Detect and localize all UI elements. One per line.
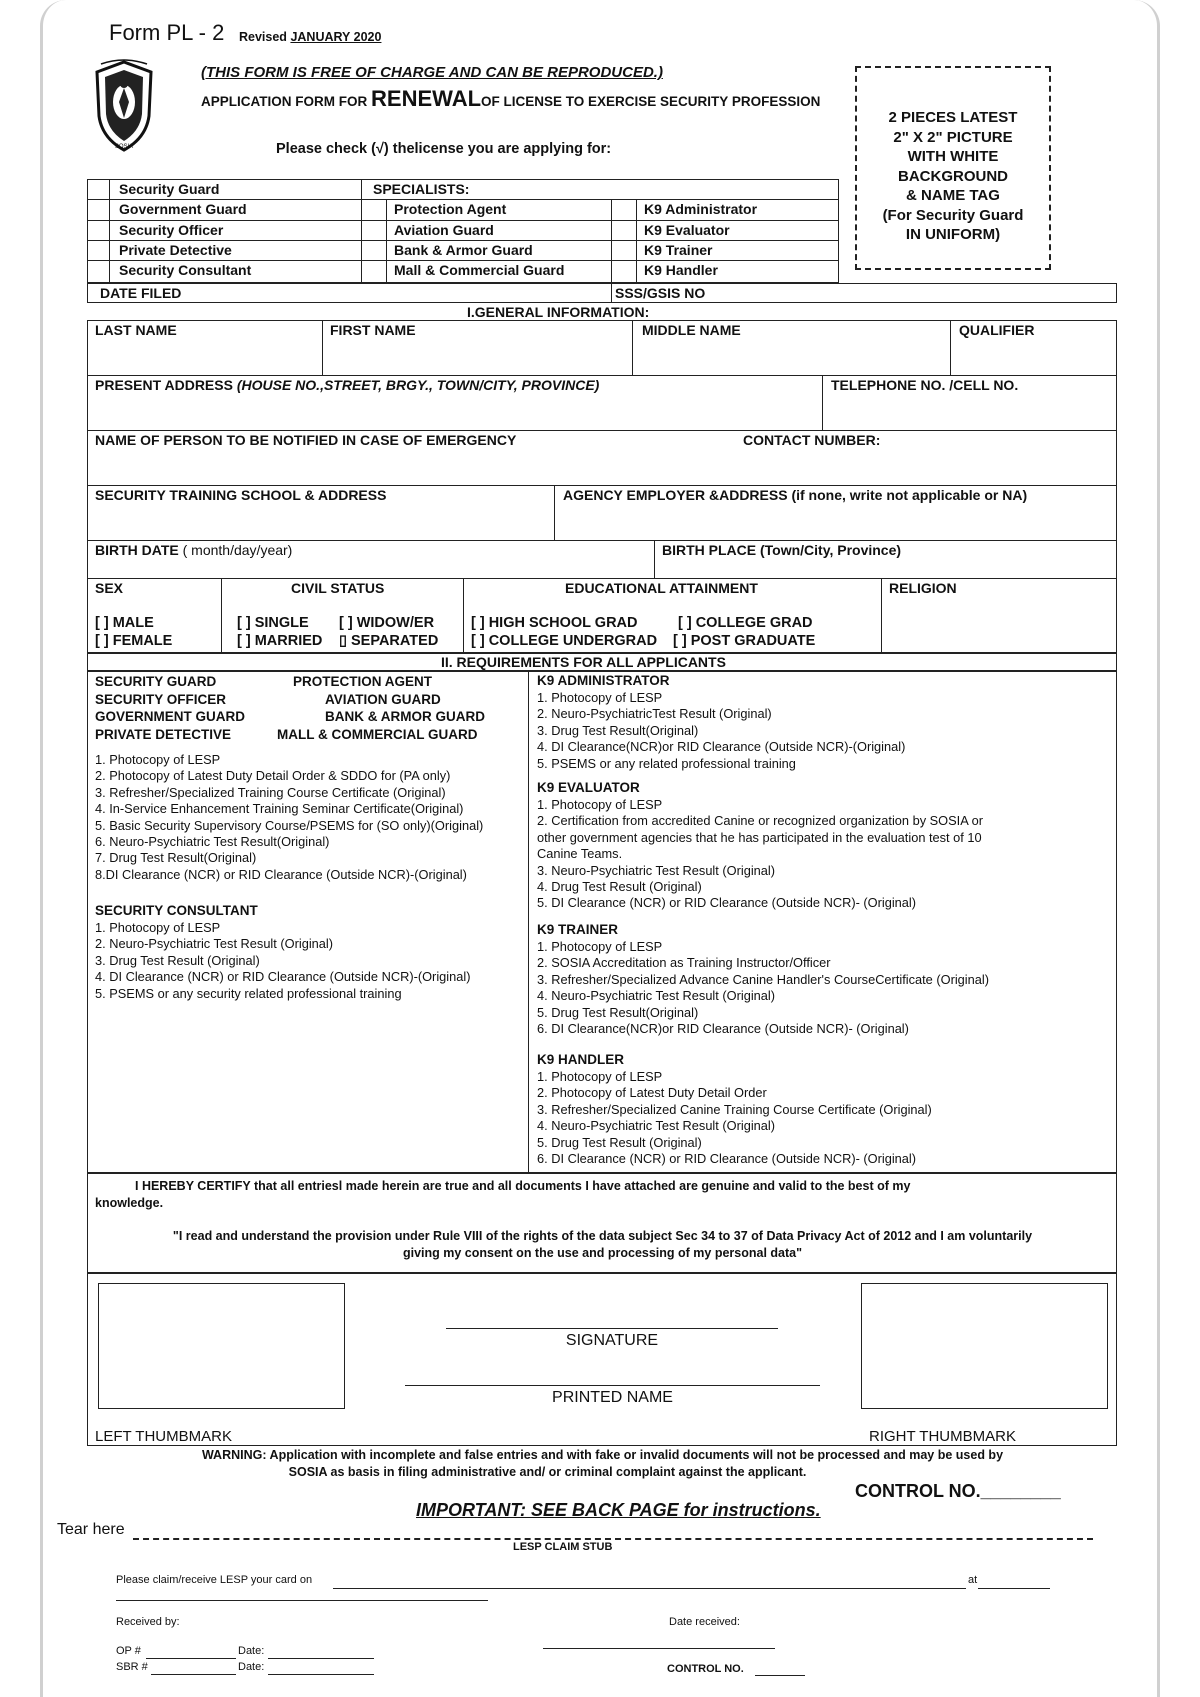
checkbox-government-guard[interactable]: Government Guard <box>119 201 247 217</box>
k9-admin-title: K9 ADMINISTRATOR <box>537 673 670 688</box>
checkbox-security-guard[interactable]: Security Guard <box>119 181 220 197</box>
birth-place-field[interactable]: BIRTH PLACE (Town/City, Province) <box>662 542 902 558</box>
warning-notice: WARNING: Application with incomplete and false entries and with fake or invalid documents will not be processed and may be used by SOSIA as basis in filing administrative and/ or criminal complaint against the applicant. <box>201 1448 1004 1479</box>
present-address-field[interactable]: PRESENT ADDRESS (HOUSE NO.,STREET, BRGY., TOWN/CITY, PROVINCE) <box>95 377 600 393</box>
general-requirements-list: 1. Photocopy of LESP 2. Photocopy of Latest Duty Detail Order & SDDO for (PA only) 3. Refresher/Specialized Training Course Certificate (Original) 4. In-Service Enhancement Training Seminar Certificate(Original) 5. Basic Security Supervisory Course/PSEMS for (SO only)(Original) 6. Neuro-Psychiatric Test Result(Original) 7. Drug Test Result(Original) 8.DI Clearance (NCR) or RID Clearance (Outside NCR)-(Original) <box>95 752 484 882</box>
checkbox-k9-evaluator[interactable]: K9 Evaluator <box>644 222 730 238</box>
op-number-line <box>146 1658 236 1659</box>
checkbox-k9-trainer[interactable]: K9 Trainer <box>644 242 713 258</box>
revised-label: Revised JANUARY 2020 <box>239 30 382 44</box>
consultant-requirements-list: 1. Photocopy of LESP 2. Neuro-Psychiatric Test Result (Original) 3. Drug Test Result (Original) 4. DI Clearance (NCR) or RID Clearance (Outside NCR)-(Original) 5. PSEMS or any security related professional training <box>95 920 471 1001</box>
sosia-seal-icon <box>91 58 157 154</box>
sex-label: SEX <box>95 580 124 596</box>
religion-label: RELIGION <box>889 580 957 596</box>
op-date-line <box>268 1658 374 1659</box>
specialists-header: SPECIALISTS: <box>373 181 470 197</box>
checkbox-post-graduate[interactable]: [ ] POST GRADUATE <box>673 633 816 649</box>
requirements-left-headers: SECURITY GUARD PROTECTION AGENT SECURITY OFFICER AVIATION GUARD GOVERNMENT GUARD BANK & ARMOR GUARD PRIVATE DETECTIVE MALL & COMMERCIAL GUARD <box>95 674 485 742</box>
k9-trainer-list: 1. Photocopy of LESP 2. SOSIA Accreditation as Training Instructor/Officer 3. Refresher/Specialized Advance Canine Handler's CourseCertificate (Original) 4. Neuro-Psychiatric Test Result (Original) 5. Drug Test Result(Original) 6. DI Clearance(NCR)or RID Clearance (Outside NCR)- (Original) <box>537 939 989 1037</box>
claim-at-label: at <box>968 1574 978 1586</box>
claim-stub-title: LESP CLAIM STUB <box>513 1541 613 1553</box>
sbr-date-line <box>268 1674 374 1675</box>
checkbox-married[interactable]: [ ] MARRIED <box>237 633 323 649</box>
form-page <box>40 0 1160 1697</box>
checkbox-college-grad[interactable]: [ ] COLLEGE GRAD <box>678 615 813 631</box>
training-school-field[interactable]: SECURITY TRAINING SCHOOL & ADDRESS <box>95 487 387 503</box>
control-number[interactable]: CONTROL NO.________ <box>855 1481 1061 1501</box>
civil-status-label: CIVIL STATUS <box>291 580 385 596</box>
sbr-number-line <box>151 1674 236 1675</box>
middle-name-field[interactable]: MIDDLE NAME <box>642 322 741 338</box>
k9-evaluator-title: K9 EVALUATOR <box>537 780 640 795</box>
checkbox-bank-armor-guard[interactable]: Bank & Armor Guard <box>394 242 533 258</box>
birth-date-field[interactable]: BIRTH DATE ( month/day/year) <box>95 542 293 558</box>
stub-control-line <box>755 1675 805 1676</box>
check-instruction: Please check (√) thelicense you are applying for: <box>276 141 612 157</box>
photo-box <box>855 66 1051 270</box>
checkbox-college-undergrad[interactable]: [ ] COLLEGE UNDERGRAD <box>471 633 658 649</box>
printed-name-line[interactable] <box>405 1385 820 1386</box>
checkbox-aviation-guard[interactable]: Aviation Guard <box>394 222 494 238</box>
checkbox-k9-administrator[interactable]: K9 Administrator <box>644 201 758 217</box>
tear-here-label: Tear here <box>57 1521 125 1538</box>
checkbox-female[interactable]: [ ] FEMALE <box>95 633 173 649</box>
claim-instruction: Please claim/receive LESP your card on <box>116 1574 313 1586</box>
checkbox-high-school-grad[interactable]: [ ] HIGH SCHOOL GRAD <box>471 615 638 631</box>
form-number: Form PL - 2 <box>109 20 225 45</box>
general-info-title: I.GENERAL INFORMATION: <box>467 304 650 320</box>
claim-extra-line[interactable] <box>116 1600 488 1601</box>
signature-line[interactable] <box>446 1328 778 1329</box>
checkbox-single[interactable]: [ ] SINGLE <box>237 615 309 631</box>
signature-label: SIGNATURE <box>565 1332 659 1349</box>
first-name-field[interactable]: FIRST NAME <box>330 322 416 338</box>
op-number-field[interactable]: OP # <box>116 1645 141 1657</box>
claim-location-line[interactable] <box>978 1588 1050 1589</box>
checkbox-security-consultant[interactable]: Security Consultant <box>119 262 252 278</box>
left-thumbmark-box[interactable] <box>98 1283 345 1409</box>
checkbox-private-detective[interactable]: Private Detective <box>119 242 232 258</box>
op-date-field[interactable]: Date: <box>238 1645 265 1657</box>
privacy-consent: "I read and understand the provision under Rule VIII of the rights of the data subject Sec 34 to 37 of Data Privacy Act of 2012 and I am voluntarily giving my consent on the use and processing of my personal data" <box>172 1229 1033 1260</box>
checkbox-protection-agent[interactable]: Protection Agent <box>394 201 507 217</box>
checkbox-k9-handler[interactable]: K9 Handler <box>644 262 718 278</box>
checkbox-separated[interactable]: ▯ SEPARATED <box>339 633 439 649</box>
date-received-label: Date received: <box>669 1616 740 1628</box>
k9-trainer-title: K9 TRAINER <box>537 922 619 937</box>
free-notice: (THIS FORM IS FREE OF CHARGE AND CAN BE REPRODUCED.) <box>201 64 663 81</box>
received-by-label: Received by: <box>116 1616 180 1628</box>
consultant-title: SECURITY CONSULTANT <box>95 903 258 918</box>
k9-handler-list: 1. Photocopy of LESP 2. Photocopy of Latest Duty Detail Order 3. Refresher/Specialized Canine Training Course Certificate (Original) 4. Neuro-Psychiatric Test Result (Original) 5. Drug Test Result (Original) 6. DI Clearance (NCR) or RID Clearance (Outside NCR)- (Original) <box>537 1069 932 1167</box>
certification-statement: I HEREBY CERTIFY that all entriesl made herein are true and all documents I have attached are genuine and valid to the best of my knowledge. <box>95 1179 911 1210</box>
checkbox-security-officer[interactable]: Security Officer <box>119 222 224 238</box>
sbr-date-field[interactable]: Date: <box>238 1661 265 1673</box>
sbr-number-field[interactable]: SBR # <box>116 1661 148 1673</box>
sss-gsis-label: SSS/GSIS NO <box>615 285 706 301</box>
requirements-title: II. REQUIREMENTS FOR ALL APPLICANTS <box>441 654 726 670</box>
left-thumbmark-label: LEFT THUMBMARK <box>95 1428 232 1445</box>
stub-control-number[interactable]: CONTROL NO. <box>667 1663 744 1675</box>
received-signature-line[interactable] <box>543 1648 775 1649</box>
claim-date-line[interactable] <box>333 1588 966 1589</box>
k9-evaluator-list: 1. Photocopy of LESP 2. Certification from accredited Canine or recognized organization by SOSIA or other government agencies that he has participated in the evaluation test of 10 Canine Teams. 3. Neuro-Psychiatric Test Result (Original) 4. Drug Test Result (Original) 5. DI Clearance (NCR) or RID Clearance (Outside NCR)- (Original) <box>537 797 983 911</box>
svg-text:SOSIA: SOSIA <box>114 144 134 150</box>
checkbox-male[interactable]: [ ] MALE <box>95 615 154 631</box>
education-label: EDUCATIONAL ATTAINMENT <box>565 580 758 596</box>
printed-name-label: PRINTED NAME <box>552 1389 673 1406</box>
form-title: APPLICATION FORM FOR RENEWALOF LICENSE TO EXERCISE SECURITY PROFESSION <box>201 86 821 111</box>
important-note: IMPORTANT: SEE BACK PAGE for instructions. <box>416 1500 821 1520</box>
date-filed-row <box>87 283 1117 303</box>
contact-number-field[interactable]: CONTACT NUMBER: <box>743 432 881 448</box>
checkbox-widower[interactable]: [ ] WIDOW/ER <box>339 615 435 631</box>
telephone-field[interactable]: TELEPHONE NO. /CELL NO. <box>831 377 1019 393</box>
checkbox-mall-commercial-guard[interactable]: Mall & Commercial Guard <box>394 262 565 278</box>
right-thumbmark-label: RIGHT THUMBMARK <box>869 1428 1016 1445</box>
photo-instructions: 2 PIECES LATEST 2" X 2" PICTURE WITH WHITE BACKGROUND & NAME TAG (For Security Guard IN UNIFORM) <box>882 109 1024 243</box>
emergency-person-field[interactable]: NAME OF PERSON TO BE NOTIFIED IN CASE OF EMERGENCY <box>95 432 517 448</box>
k9-handler-title: K9 HANDLER <box>537 1052 625 1067</box>
last-name-field[interactable]: LAST NAME <box>95 322 177 338</box>
right-thumbmark-box[interactable] <box>861 1283 1108 1409</box>
qualifier-field[interactable]: QUALIFIER <box>959 322 1035 338</box>
k9-admin-list: 1. Photocopy of LESP 2. Neuro-PsychiatricTest Result (Original) 3. Drug Test Result(Original) 4. DI Clearance(NCR)or RID Clearance (Outside NCR)-(Original) 5. PSEMS or any related professional training <box>537 690 906 771</box>
agency-employer-field[interactable]: AGENCY EMPLOYER &ADDRESS (if none, write not applicable or NA) <box>563 487 1028 503</box>
date-filed-label: DATE FILED <box>100 285 182 301</box>
tear-line <box>133 1538 1093 1540</box>
